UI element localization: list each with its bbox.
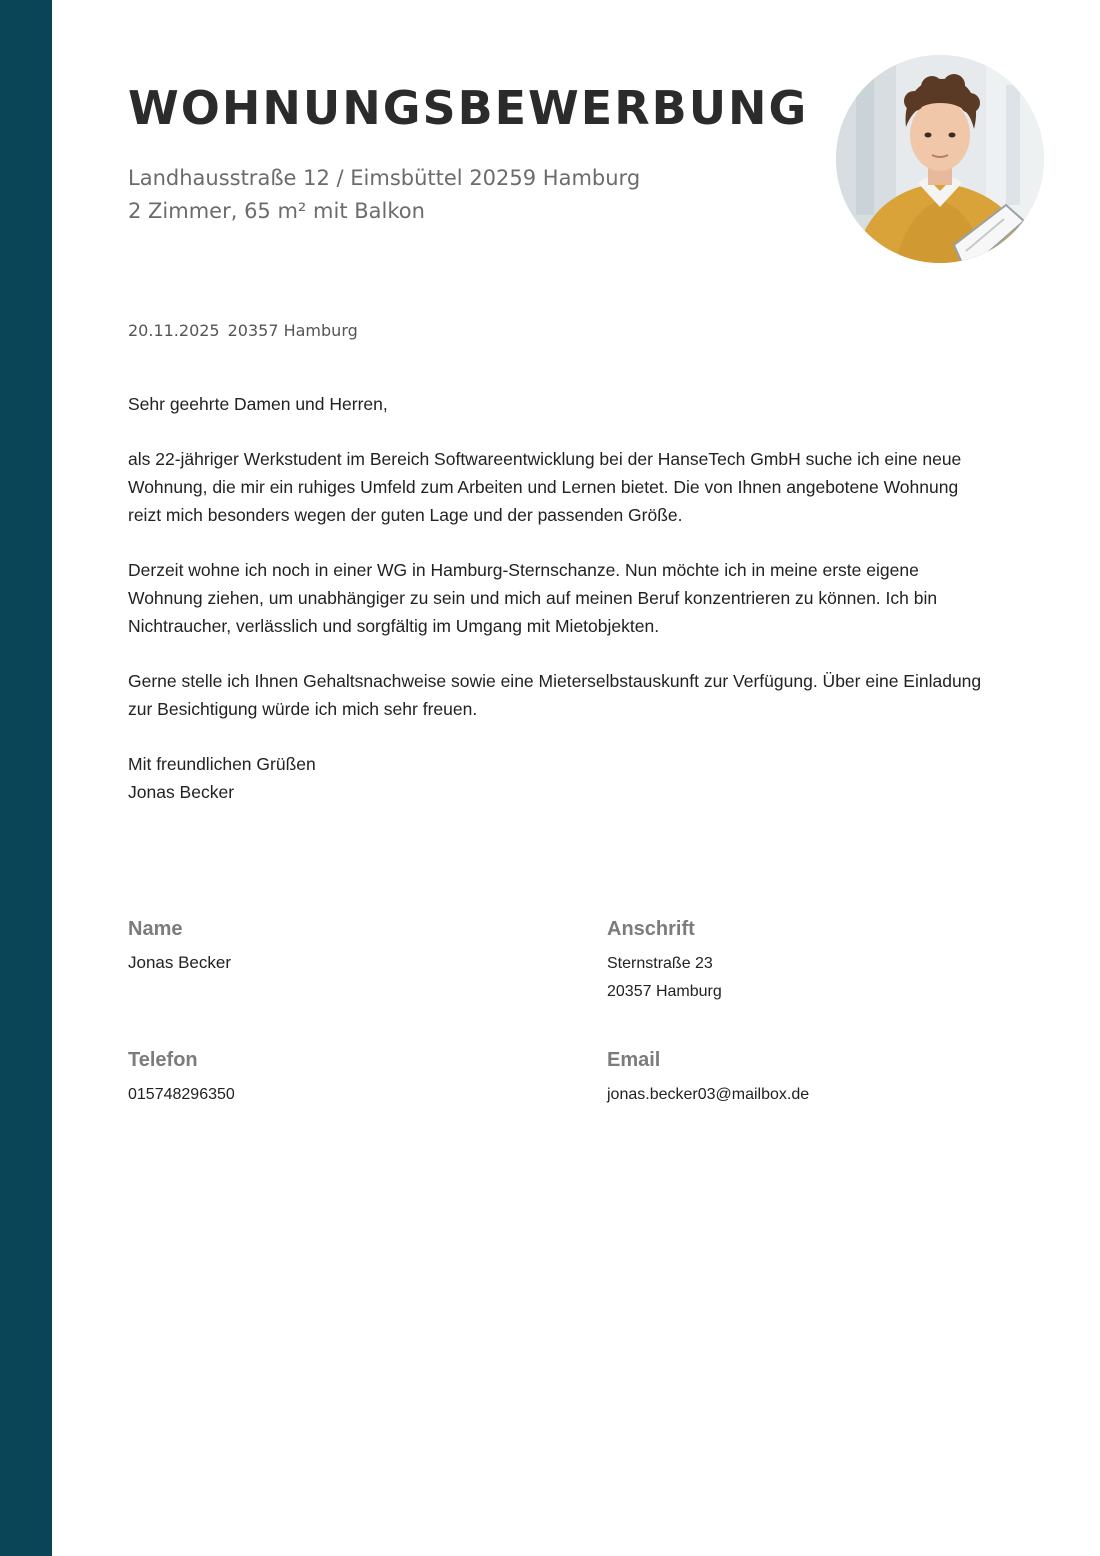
- email-value: jonas.becker03@mailbox.de: [607, 1086, 810, 1103]
- letter-date: 20.11.2025: [128, 321, 220, 340]
- property-details: 2 Zimmer, 65 m² mit Balkon: [128, 199, 425, 223]
- letter-paragraph: Gerne stelle ich Ihnen Gehaltsnachweise sowie eine Mieterselbstauskunft zur Verfügung. Über eine Einladung zur Besichtigung würde ich mich sehr freuen.: [128, 671, 982, 719]
- address-label: Anschrift: [607, 918, 695, 940]
- letter-closing: Mit freundlichen Grüßen: [128, 754, 316, 774]
- letter-place: 20357 Hamburg: [227, 321, 358, 340]
- letter-signature-name: Jonas Becker: [128, 782, 235, 802]
- address-city: 20357 Hamburg: [607, 983, 722, 1000]
- name-label: Name: [128, 918, 183, 940]
- letter-paragraph: Derzeit wohne ich noch in einer WG in Hamburg-Sternschanze. Nun möchte ich in meine erste eigene Wohnung ziehen, um unabhängiger zu sein und mich auf meinen Beruf konzentrieren zu können. Ich bin Nichtraucher, verlässlich und sorgfältig im Umgang mit Mietobjekten.: [128, 560, 938, 636]
- property-address: Landhausstraße 12 / Eimsbüttel 20259 Hamburg: [128, 166, 641, 190]
- letter-salutation: Sehr geehrte Damen und Herren,: [128, 394, 388, 414]
- sidebar-accent-bar: [0, 0, 52, 1556]
- letter-date-place: [128, 320, 358, 342]
- letter-body: [128, 390, 988, 806]
- name-value: Jonas Becker: [128, 953, 231, 972]
- applicant-portrait-photo: [836, 55, 1044, 263]
- page-title: WOHNUNGSBEWERBUNG: [128, 81, 809, 135]
- phone-value: 015748296350: [128, 1086, 235, 1103]
- phone-label: Telefon: [128, 1049, 198, 1071]
- address-street: Sternstraße 23: [607, 955, 713, 972]
- letter-paragraph: als 22-jähriger Werkstudent im Bereich Softwareentwicklung bei der HanseTech GmbH suche ich eine neue Wohnung, die mir ein ruhiges Umfeld zum Arbeiten und Lernen bietet. Die von Ihnen angebotene Wohnung reizt mich besonders wegen der guten Lage und der passenden Größe.: [128, 449, 962, 525]
- email-label: Email: [607, 1049, 661, 1071]
